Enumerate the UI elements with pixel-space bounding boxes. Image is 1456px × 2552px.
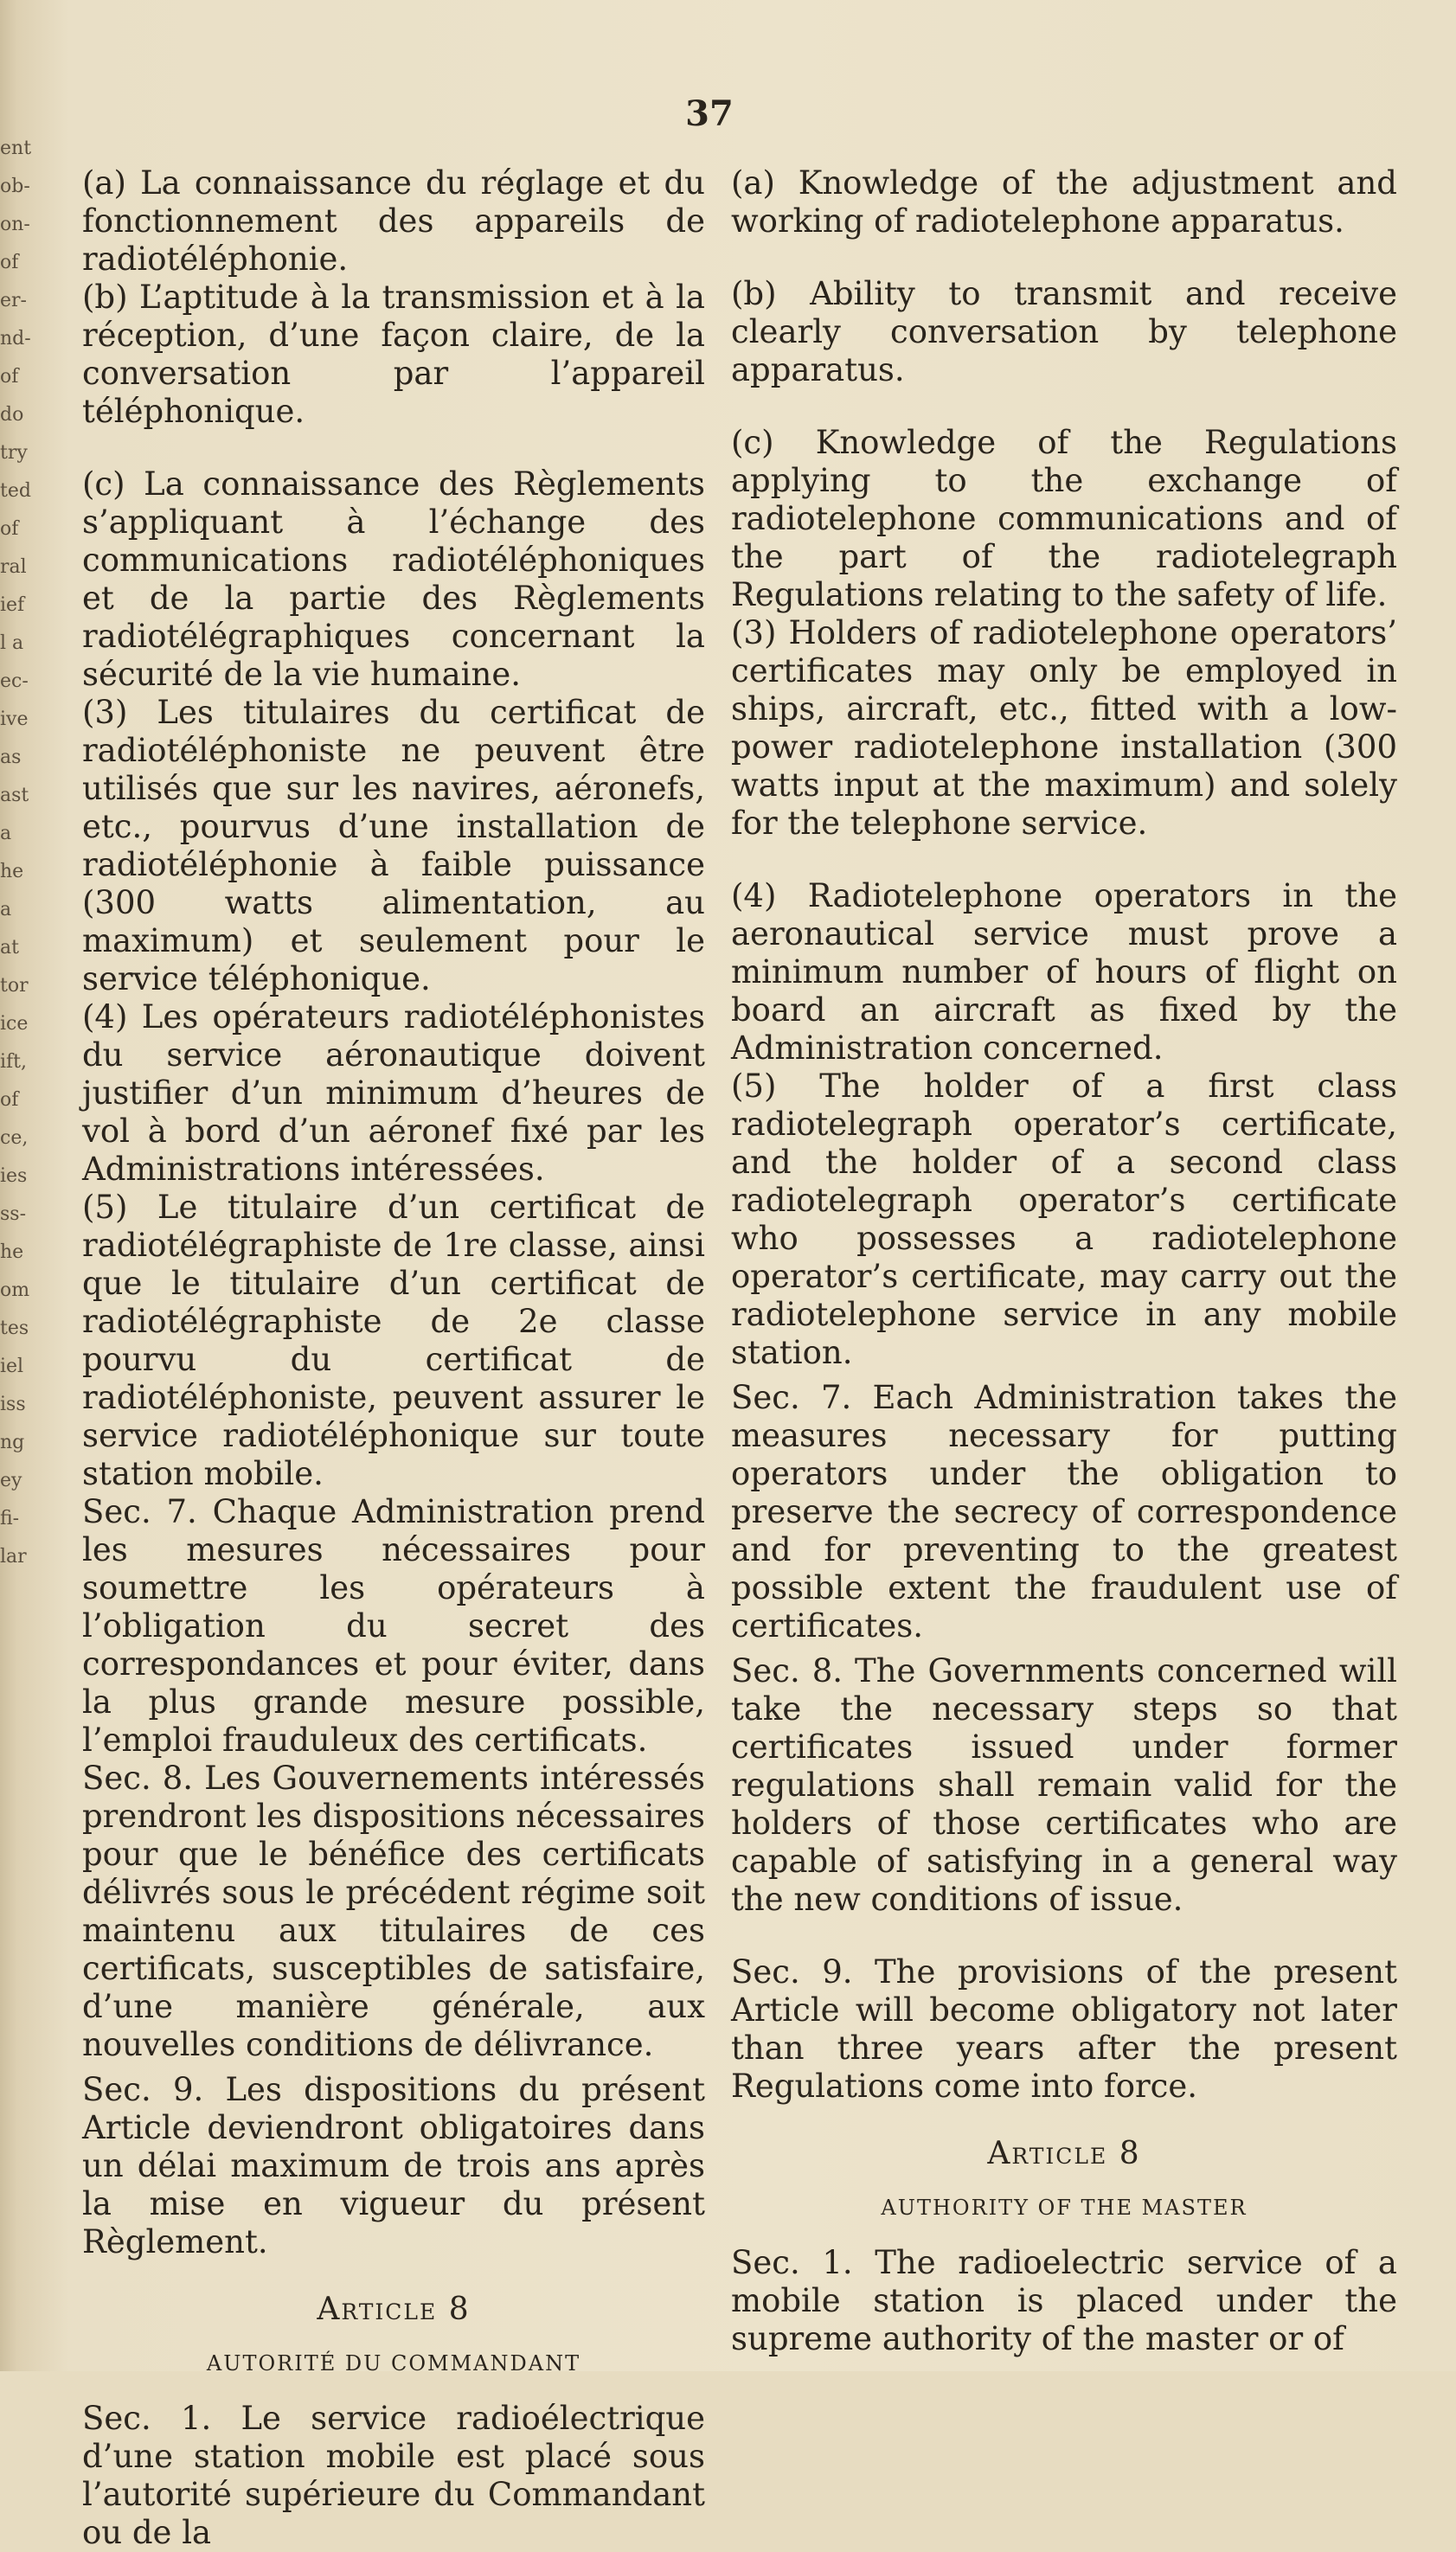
margin-fragment: on- — [0, 214, 30, 235]
french-article-heading: Article 8 — [317, 2292, 471, 2327]
margin-fragment: tes — [0, 1318, 29, 1339]
english-column — [731, 164, 1397, 2358]
margin-fragment: ast — [0, 785, 29, 806]
french-sec-7: Sec. 7. Chaque Administration prend les mesures nécessaires pour soumettre les opérateurs à l’obligation du secret des correspondances et pour éviter, dans la plus grande mesure possible, l’emploi frauduleux des certificats. — [82, 1493, 705, 1759]
margin-fragment: nd- — [0, 328, 31, 349]
french-paragraph-c: (c) La connaissance des Règlements s’appliquant à l’échange des communications radiotéléphoniques et de la partie des Règlements radiotélégraphiques concernant la sécurité de la vie humaine. — [82, 465, 705, 693]
english-paragraph-3: (3) Holders of radiotelephone operators’ certificates may only be employed in ships, aircraft, etc., fitted with a low-power radiotelephone installation (300 watts input at the maximum) and solely for the telephone service. — [731, 614, 1397, 842]
margin-fragment: ob- — [0, 176, 30, 197]
margin-fragment: of — [0, 252, 19, 273]
margin-fragment: ent — [0, 138, 32, 159]
margin-fragment: ral — [0, 556, 27, 578]
margin-fragment: a — [0, 899, 12, 920]
margin-fragment: l a — [0, 632, 24, 654]
margin-fragment: at — [0, 937, 19, 959]
french-closing-paragraph: Sec. 1. Le service radioélectrique d’une station mobile est placé sous l’autorité supérieure du Commandant ou de la — [82, 2400, 705, 2551]
margin-fragment: ng — [0, 1432, 25, 1453]
margin-fragment: ec- — [0, 670, 29, 692]
margin-fragment: of — [0, 366, 19, 388]
french-paragraph-5: (5) Le titulaire d’un certificat de radiotélégraphiste de 1re classe, ainsi que le titulaire d’un certificat de radiotélégraphiste de 2e classe pourvu du certificat de radiotéléphoniste, peuvent assurer le service radiotéléphonique sur toute station mobile. — [82, 1189, 705, 1492]
margin-fragment: iss — [0, 1394, 26, 1415]
margin-fragment: fi- — [0, 1508, 20, 1529]
margin-fragment: a — [0, 823, 12, 844]
margin-fragment: iel — [0, 1356, 24, 1377]
english-sec-8: Sec. 8. The Governments concerned will take the necessary steps so that certificates issued under former regulations shall remain valid for the holders of those certificates who are capable of satisfying in a general way the new conditions of issue. — [731, 1652, 1397, 1918]
margin-fragment: ive — [0, 709, 29, 730]
margin-fragment: ief — [0, 594, 25, 616]
margin-fragment: of — [0, 518, 19, 540]
french-paragraph-3: (3) Les titulaires du certificat de radiotéléphoniste ne peuvent être utilisés que sur les navires, aéronefs, etc., pourvus d’une installation de radiotéléphonie à faible puissance (300 watts alimentation, au maximum) et seulement pour le service téléphonique. — [82, 694, 705, 997]
margin-fragment: lar — [0, 1546, 27, 1568]
margin-fragment: om — [0, 1279, 30, 1301]
margin-fragment: ift, — [0, 1051, 28, 1073]
french-paragraph-a: (a) La connaissance du réglage et du fonctionnement des appareils de radiotéléphonie. — [82, 164, 705, 278]
margin-fragment: do — [0, 404, 24, 426]
french-column — [82, 164, 705, 2552]
english-sec-9: Sec. 9. The provisions of the present Article will become obligatory not later than three years after the present Regulations come into force. — [731, 1953, 1397, 2105]
english-paragraph-4: (4) Radiotelephone operators in the aeronautical service must prove a minimum number of hours of flight on board an aircraft as fixed by the Administration concerned. — [731, 877, 1397, 1067]
page-number: 37 — [685, 93, 734, 134]
margin-fragment: he — [0, 861, 24, 882]
english-paragraph-a: (a) Knowledge of the adjustment and working of radiotelephone apparatus. — [731, 164, 1397, 240]
english-paragraph-b: (b) Ability to transmit and receive clearly conversation by telephone apparatus. — [731, 275, 1397, 388]
english-closing-paragraph: Sec. 1. The radioelectric service of a mobile station is placed under the supreme authority of the master or of — [731, 2244, 1397, 2357]
margin-fragment: he — [0, 1241, 24, 1263]
margin-fragment: ies — [0, 1165, 28, 1187]
french-article-subheading: AUTORITÉ DU COMMANDANT — [206, 2351, 581, 2376]
margin-fragment: ted — [0, 480, 31, 502]
margin-fragment: of — [0, 1089, 19, 1111]
french-sec-8: Sec. 8. Les Gouvernements intéressés prendront les dispositions nécessaires pour que le bénéfice des certificats délivrés sous le précédent régime soit maintenu aux titulaires de ces certificats, susceptibles de satisfaire, d’une manière générale, aux nouvelles conditions de délivrance. — [82, 1760, 705, 2063]
french-paragraph-4: (4) Les opérateurs radiotéléphonistes du service aéronautique doivent justifier d’un minimum d’heures de vol à bord d’un aéronef fixé par les Administrations intéressées. — [82, 998, 705, 1188]
english-article-subheading: AUTHORITY OF THE MASTER — [881, 2196, 1248, 2220]
margin-fragment: try — [0, 442, 28, 464]
english-paragraph-5: (5) The holder of a first class radiotelegraph operator’s certificate, and the holder of a second class radiotelegraph operator’s certificate who possesses a radiotelephone operator’s certificate, may carry out the radiotelephone service in any mobile station. — [731, 1068, 1397, 1371]
margin-fragment: er- — [0, 290, 27, 311]
english-paragraph-c: (c) Knowledge of the Regulations applying to the exchange of radiotelephone communications and of the part of the radiotelegraph Regulations relating to the safety of life. — [731, 424, 1397, 613]
margin-fragment: as — [0, 747, 22, 768]
margin-fragment: ey — [0, 1470, 22, 1491]
margin-fragments — [0, 130, 42, 1568]
english-sec-7: Sec. 7. Each Administration takes the measures necessary for putting operators under the obligation to preserve the secrecy of correspondence and for preventing to the greatest possible extent the fraudulent use of certificates. — [731, 1379, 1397, 1645]
margin-fragment: ce, — [0, 1127, 29, 1149]
french-sec-9: Sec. 9. Les dispositions du présent Article deviendront obligatoires dans un délai maximum de trois ans après la mise en vigueur du présent Règlement. — [82, 2071, 705, 2260]
margin-fragment: ss- — [0, 1203, 27, 1225]
margin-fragment: tor — [0, 975, 29, 997]
french-paragraph-b: (b) L’aptitude à la transmission et à la réception, d’une façon claire, de la conversation par l’appareil téléphonique. — [82, 279, 705, 430]
english-article-heading: Article 8 — [987, 2136, 1141, 2171]
margin-fragment: ice — [0, 1013, 29, 1035]
